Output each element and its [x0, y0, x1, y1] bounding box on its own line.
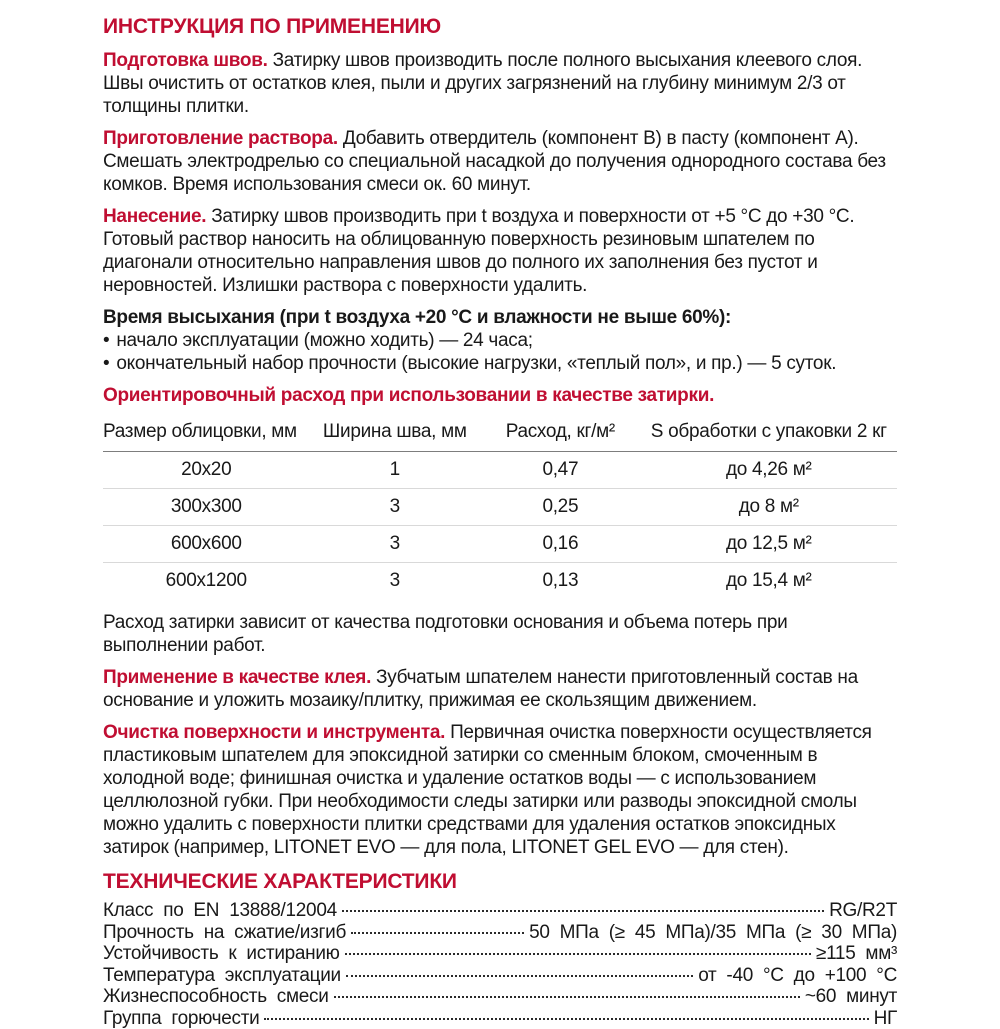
spec-row-class — [103, 900, 897, 922]
paragraph-body: Добавить отвердитель (компонент B) в пасту (компонент A). Смешать электродрелью со специальной насадкой до получения однородного состава без комков. Время использования смеси ок. 60 минут. — [103, 128, 886, 195]
tech-specs-list — [103, 900, 897, 1029]
dot-leader — [334, 996, 800, 998]
table-cell: 1 — [309, 452, 480, 489]
table-cell: 0,47 — [480, 452, 640, 489]
tech-specs-heading: ТЕХНИЧЕСКИЕ ХАРАКТЕРИСТИКИ — [103, 869, 897, 894]
consumption-heading: Ориентировочный расход при использовании в качестве затирки. — [103, 384, 897, 407]
consumption-note: Расход затирки зависит от качества подготовки основания и объема потерь при выполнении работ. — [103, 611, 897, 657]
spec-label: Температура эксплуатации — [103, 965, 341, 987]
spec-row-abrasion — [103, 943, 897, 965]
spec-value: 50 МПа (≥ 45 МПа)/35 МПа (≥ 30 МПа) — [529, 922, 897, 944]
column-header: Ширина шва, мм — [309, 417, 480, 452]
column-header: S обработки с упаковки 2 кг — [641, 417, 897, 452]
spec-label: Устойчивость к истиранию — [103, 943, 340, 965]
spec-label: Прочность на сжатие/изгиб — [103, 922, 346, 944]
consumption-table — [103, 417, 897, 599]
paragraph-lead: Применение в качестве клея. — [103, 667, 371, 688]
spec-row-flammability — [103, 1008, 897, 1029]
table-cell: до 8 м² — [641, 489, 897, 526]
paragraph-cleaning — [103, 721, 897, 859]
spec-label: Класс по EN 13888/12004 — [103, 900, 337, 922]
paragraph-mix-preparation — [103, 127, 897, 196]
table-row — [103, 452, 897, 489]
paragraph-use-as-adhesive — [103, 666, 897, 712]
drying-time-list — [103, 329, 897, 375]
dot-leader — [345, 953, 811, 955]
table-cell: 300x300 — [103, 489, 309, 526]
list-item: • начало эксплуатации (можно ходить) — 24 часа; — [103, 329, 897, 352]
table-cell: 20x20 — [103, 452, 309, 489]
table-cell: до 15,4 м² — [641, 563, 897, 600]
table-cell: до 12,5 м² — [641, 526, 897, 563]
table-cell: 0,13 — [480, 563, 640, 600]
paragraph-lead: Подготовка швов. — [103, 50, 268, 71]
list-item: • окончательный набор прочности (высокие нагрузки, «теплый пол», и пр.) — 5 суток. — [103, 352, 897, 375]
paragraph-body: Затирку швов производить при t воздуха и поверхности от +5 °C до +30 °C. Готовый раствор наносить на облицованную поверхность резиновым шпателем по диагонали относительно направления швов до полного их заполнения без пустот и неровностей. Излишки раствора с поверхности удалить. — [103, 206, 854, 296]
paragraph-lead: Очистка поверхности и инструмента. — [103, 722, 445, 743]
dot-leader — [342, 910, 824, 912]
table-cell: 3 — [309, 563, 480, 600]
table-cell: 600x1200 — [103, 563, 309, 600]
table-row — [103, 563, 897, 600]
spec-row-pot-life — [103, 986, 897, 1008]
spec-label: Жизнеспособность смеси — [103, 986, 329, 1008]
table-cell: 3 — [309, 489, 480, 526]
paragraph-joint-preparation — [103, 49, 897, 118]
column-header: Расход, кг/м² — [480, 417, 640, 452]
dot-leader — [346, 975, 693, 977]
paragraph-lead: Нанесение. — [103, 206, 206, 227]
table-cell: до 4,26 м² — [641, 452, 897, 489]
paragraph-lead: Приготовление раствора. — [103, 128, 338, 149]
spec-value: ~60 минут — [805, 986, 897, 1008]
spec-row-temperature — [103, 965, 897, 987]
table-row — [103, 526, 897, 563]
spec-value: НГ — [874, 1008, 897, 1029]
drying-time-heading: Время высыхания (при t воздуха +20 °C и влажности не выше 60%): — [103, 306, 897, 329]
spec-label: Группа горючести — [103, 1008, 259, 1029]
table-cell: 600x600 — [103, 526, 309, 563]
table-cell: 0,25 — [480, 489, 640, 526]
table-cell: 0,16 — [480, 526, 640, 563]
spec-value: от -40 °C до +100 °C — [698, 965, 897, 987]
spec-row-strength — [103, 922, 897, 944]
dot-leader — [264, 1018, 868, 1020]
spec-value: ≥115 мм³ — [816, 943, 897, 965]
paragraph-body: Затирку швов производить после полного высыхания клеевого слоя. Швы очистить от остатков клея, пыли и других загрязнений на глубину минимум 2/3 от толщины плитки. — [103, 50, 862, 117]
table-cell: 3 — [309, 526, 480, 563]
table-header-row — [103, 417, 897, 452]
dot-leader — [351, 932, 524, 934]
column-header: Размер облицовки, мм — [103, 417, 309, 452]
page-title: ИНСТРУКЦИЯ ПО ПРИМЕНЕНИЮ — [103, 14, 897, 40]
paragraph-body: Первичная очистка поверхности осуществляется пластиковым шпателем для эпоксидной затирки со сменным блоком, смоченным в холодной воде; финишная очистка и удаление остатков воды — с использованием целлюлозной губки. При необходимости следы затирки или разводы эпоксидной смолы можно удалить с поверхности плитки средствами для удаления остатков эпоксидных затирок (например, LITONET EVO — для пола, LITONET GEL EVO — для стен). — [103, 722, 872, 858]
paragraph-application — [103, 205, 897, 297]
paragraph-body: Зубчатым шпателем нанести приготовленный состав на основание и уложить мозаику/плитку, прижимая ее скользящим движением. — [103, 667, 858, 711]
spec-value: RG/R2T — [829, 900, 897, 922]
table-row — [103, 489, 897, 526]
